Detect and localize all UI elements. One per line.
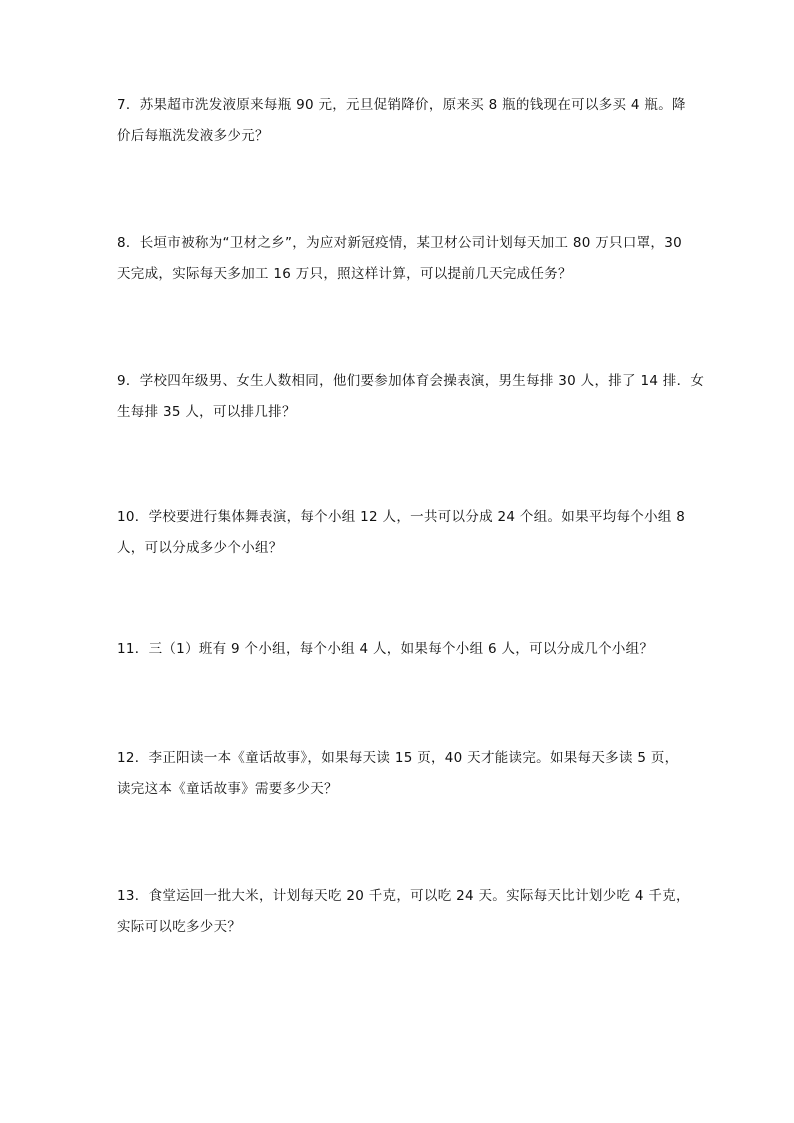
problem-12 — [117, 743, 682, 805]
problem-11 — [117, 634, 682, 665]
problem-text-line: 读完这本《童话故事》需要多少天？ — [117, 781, 338, 797]
problem-text-line: 12．李正阳读一本《童话故事》，如果每天读 15 页，40 天才能读完。如果每天多读 5 页， — [117, 750, 679, 766]
problem-text-line: 8．长垣市被称为“卫材之乡”，为应对新冠疫情，某卫材公司计划每天加工 80 万只口罩，30 — [117, 235, 683, 251]
problem-text-line: 13．食堂运回一批大米，计划每天吃 20 千克，可以吃 24 天。实际每天比计划少吃 4 千克， — [117, 888, 690, 904]
problem-9 — [117, 366, 705, 428]
problem-text-line: 11．三（1）班有 9 个小组，每个小组 4 人，如果每个小组 6 人，可以分成几个小组？ — [117, 641, 654, 657]
problem-7 — [117, 90, 686, 152]
problem-text-line: 价后每瓶洗发液多少元？ — [117, 128, 269, 144]
problem-10 — [117, 502, 686, 564]
problem-text-line: 9．学校四年级男、女生人数相同，他们要参加体育会操表演，男生每排 30 人，排了 14 排．女 — [117, 373, 705, 389]
problem-8 — [117, 228, 682, 290]
problem-text-line: 生每排 35 人，可以排几排？ — [117, 404, 296, 420]
problem-text-line: 10．学校要进行集体舞表演，每个小组 12 人，一共可以分成 24 个组。如果平均每个小组 8 — [117, 509, 686, 525]
problem-text-line: 人，可以分成多少个小组？ — [117, 540, 283, 556]
problem-text-line: 7．苏果超市洗发液原来每瓶 90 元，元旦促销降价，原来买 8 瓶的钱现在可以多买 4 瓶。降 — [117, 97, 686, 113]
problem-text-line: 天完成，实际每天多加工 16 万只，照这样计算，可以提前几天完成任务？ — [117, 266, 572, 282]
problem-13 — [117, 881, 690, 943]
problem-text-line: 实际可以吃多少天？ — [117, 919, 242, 935]
